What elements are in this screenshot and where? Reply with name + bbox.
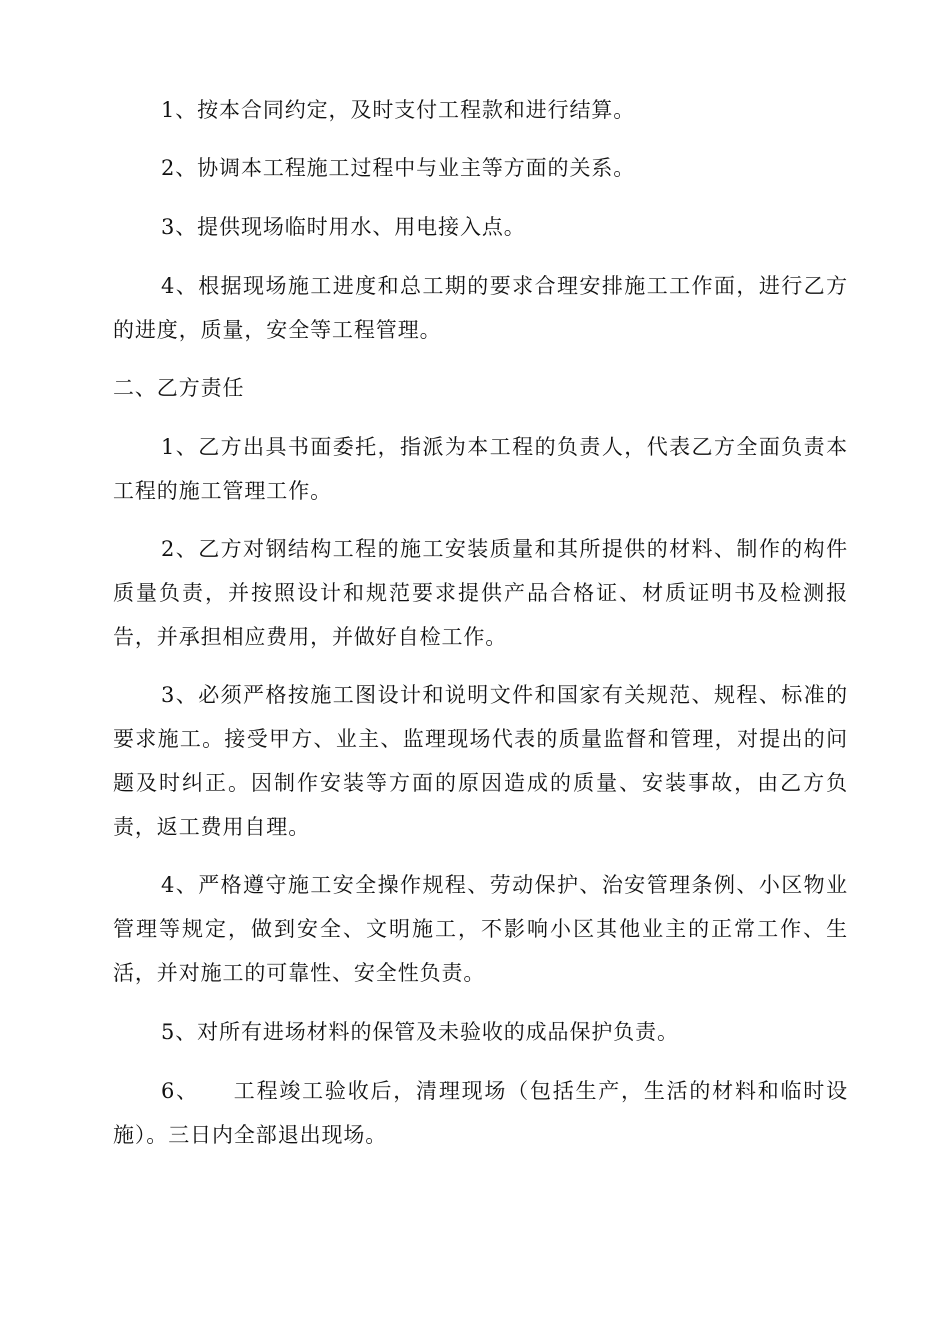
section-heading: 二、乙方责任 — [113, 376, 245, 400]
paragraph-10 — [113, 1069, 848, 1157]
paragraph-7: 3、必须严格按施工图设计和说明文件和国家有关规范、规程、标准的要求施工。接受甲方、业主、监理现场代表的质量监督和管理，对提出的问题及时纠正。因制作安装等方面的原因造成的质量、安装事故，由乙方负责，返工费用自理。 — [113, 683, 848, 839]
paragraph-2: 2、协调本工程施工过程中与业主等方面的关系。 — [161, 156, 636, 180]
paragraph-9: 5、对所有进场材料的保管及未验收的成品保护负责。 — [161, 1020, 679, 1044]
paragraph-8: 4、严格遵守施工安全操作规程、劳动保护、治安管理条例、小区物业管理等规定，做到安全、文明施工，不影响小区其他业主的正常工作、生活，并对施工的可靠性、安全性负责。 — [113, 873, 848, 985]
paragraph-1: 1、按本合同约定，及时支付工程款和进行结算。 — [161, 98, 636, 122]
paragraph-10-number: 6、 — [161, 1079, 199, 1103]
paragraph-3: 3、提供现场临时用水、用电接入点。 — [161, 215, 526, 239]
paragraph-10-text: 工程竣工验收后，清理现场（包括生产，生活的材料和临时设施）。三日内全部退出现场。 — [113, 1079, 848, 1147]
paragraph-6: 2、乙方对钢结构工程的施工安装质量和其所提供的材料、制作的构件质量负责，并按照设计和规范要求提供产品合格证、材质证明书及检测报告，并承担相应费用，并做好自检工作。 — [113, 537, 848, 649]
paragraph-5: 1、乙方出具书面委托，指派为本工程的负责人，代表乙方全面负责本工程的施工管理工作。 — [113, 435, 848, 503]
paragraph-4: 4、根据现场施工进度和总工期的要求合理安排施工工作面，进行乙方的进度，质量，安全等工程管理。 — [113, 274, 848, 342]
